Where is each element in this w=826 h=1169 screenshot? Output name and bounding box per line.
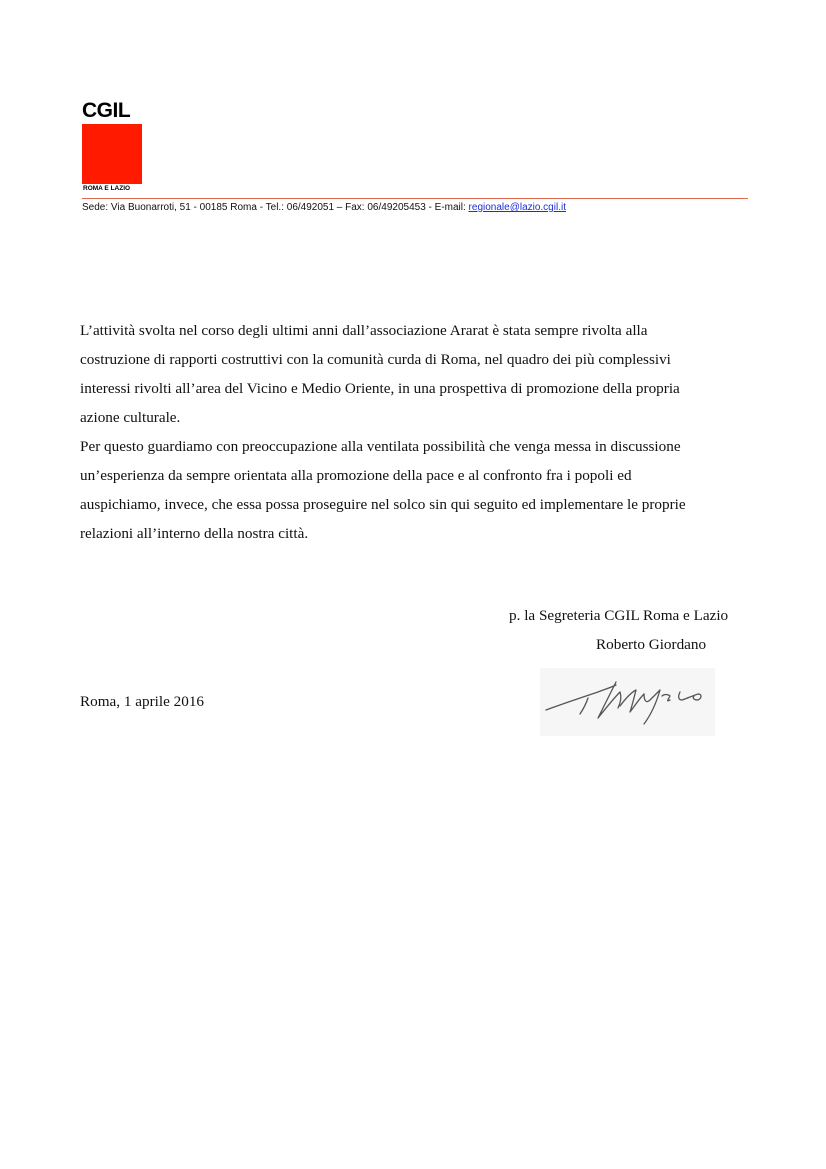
body-line: costruzione di rapporti costruttivi con la comunità curda di Roma, nel quadro dei più complessivi: [80, 351, 671, 368]
body-line: Per questo guardiamo con preoccupazione alla ventilata possibilità che venga messa in discussione: [80, 438, 681, 455]
cgil-logo: [82, 100, 144, 194]
body-line: un’esperienza da sempre orientata alla promozione della pace e al confronto fra i popoli ed: [80, 467, 632, 484]
handwritten-signature: [540, 668, 715, 736]
logo-wordmark: CGIL: [82, 99, 131, 122]
body-line: L’attività svolta nel corso degli ultimi anni dall’associazione Ararat è stata sempre rivolta alla: [80, 322, 648, 339]
body-line: auspichiamo, invece, che essa possa proseguire nel solco sin qui seguito ed implementare le proprie: [80, 496, 686, 513]
letter-body: [80, 316, 760, 548]
signature-office: p. la Segreteria CGIL Roma e Lazio: [509, 607, 729, 624]
letter-date: Roma, 1 aprile 2016: [80, 693, 205, 710]
logo-red-square: [82, 124, 142, 184]
letterhead-contact: [82, 201, 566, 214]
contact-details: Sede: Via Buonarroti, 51 - 00185 Roma - Tel.: 06/492051 – Fax: 06/49205453 - E-mail:: [82, 202, 469, 213]
body-line: interessi rivolti all’area del Vicino e Medio Oriente, in una prospettiva di promozione della propria: [80, 380, 680, 397]
header-divider: [82, 198, 748, 199]
signature-scan-background: [540, 668, 715, 736]
body-line: azione culturale.: [80, 409, 181, 426]
email-link[interactable]: regionale@lazio.cgil.it: [468, 202, 566, 213]
body-line: relazioni all’interno della nostra città.: [80, 525, 309, 542]
signature-name: Roberto Giordano: [596, 636, 707, 653]
logo-subtitle: ROMA E LAZIO: [83, 185, 131, 192]
